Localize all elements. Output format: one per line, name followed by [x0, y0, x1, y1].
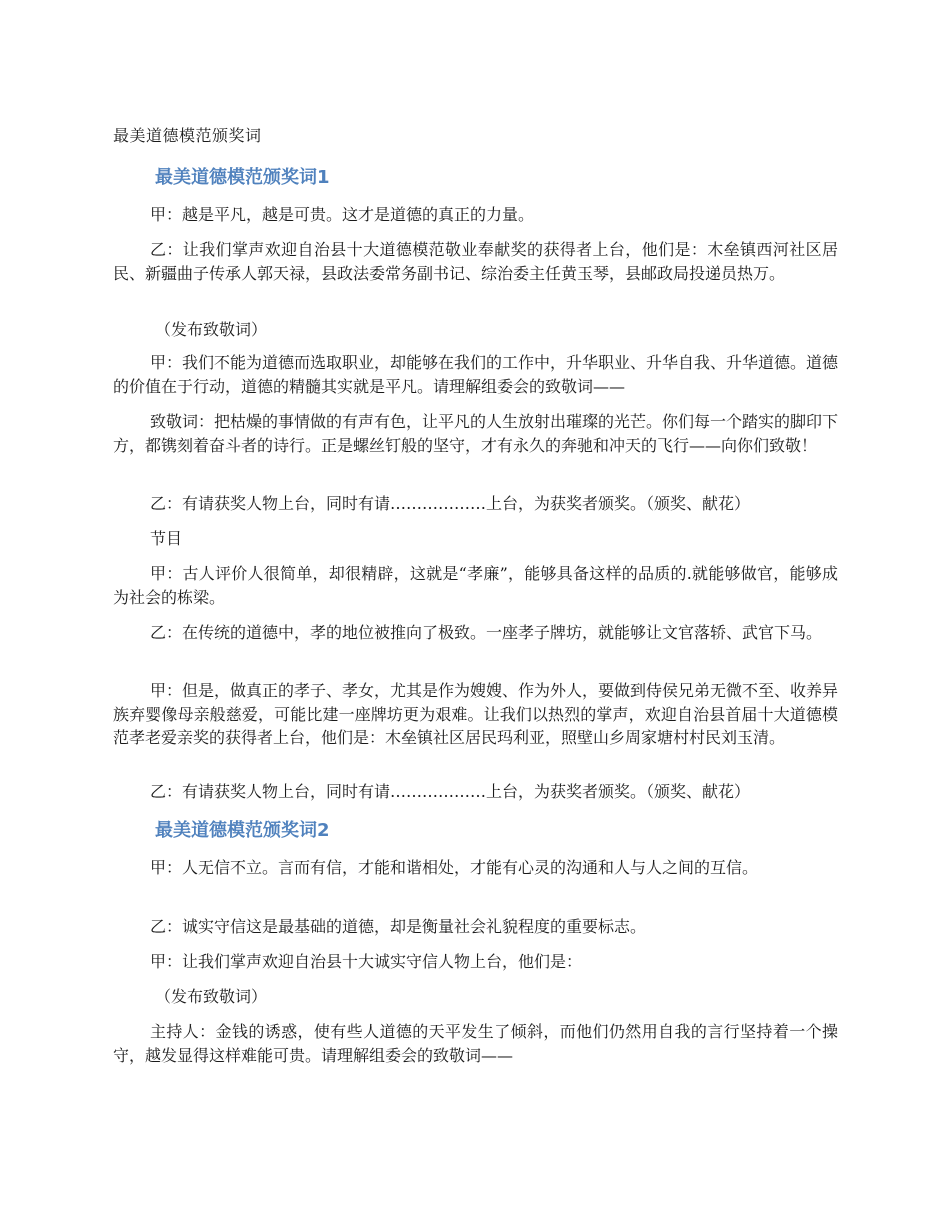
paragraph: 主持人：金钱的诱惑，使有些人道德的天平发生了倾斜，而他们仍然用自我的言行坚持着一个操守，越发显得这样难能可贵。请理解组委会的致敬词—— [113, 1022, 838, 1065]
paragraph: 甲：但是，做真正的孝子、孝女，尤其是作为嫂嫂、作为外人，要做到侍侯兄弟无微不至、收养异族弃婴像母亲般慈爱，可能比建一座牌坊更为艰难。让我们以热烈的掌声，欢迎自治县首届十大道德模范孝老爱亲奖的获得者上台，他们是：木垒镇社区居民玛利亚，照壁山乡周家塘村村民刘玉清。 [113, 681, 839, 747]
paragraph: 甲：人无信不立。言而有信，才能和谐相处，才能有心灵的沟通和人与人之间的互信。 [150, 858, 759, 877]
paragraph: 乙：在传统的道德中，孝的地位被推向了极致。一座孝子牌坊，就能够让文官落轿、武官下马。 [150, 623, 823, 642]
paragraph: 乙：有请获奖人物上台，同时有请………………上台，为获奖者颁奖。（颁奖、献花） [150, 494, 751, 513]
section-heading-2: 最美道德模范颁奖词2 [155, 820, 330, 841]
section-heading-1: 最美道德模范颁奖词1 [155, 167, 330, 188]
paragraph: 甲：古人评价人很简单，却很精辟，这就是“孝廉”，能够具备这样的品质的.就能够做官，能够成为社会的栋梁。 [113, 564, 838, 607]
paragraph-note: （发布致敬词） [155, 987, 268, 1006]
paragraph: 乙：有请获奖人物上台，同时有请………………上台，为获奖者颁奖。（颁奖、献花） [150, 782, 751, 801]
paragraph: 甲：让我们掌声欢迎自治县十大诚实守信人物上台，他们是： [150, 952, 583, 971]
paragraph: 乙：让我们掌声欢迎自治县十大道德模范敬业奉献奖的获得者上台，他们是：木垒镇西河社区居民、新疆曲子传承人郭天禄，县政法委常务副书记、综治委主任黄玉琴，县邮政局投递员热万。 [113, 240, 838, 283]
paragraph: 甲：越是平凡，越是可贵。这才是道德的真正的力量。 [150, 205, 535, 224]
document-title: 最美道德模范颁奖词 [113, 126, 262, 145]
paragraph: 乙：诚实守信这是最基础的道德，却是衡量社会礼貌程度的重要标志。 [150, 917, 647, 936]
paragraph: 致敬词：把枯燥的事情做的有声有色，让平凡的人生放射出璀璨的光芒。你们每一个踏实的脚印下方，都镌刻着奋斗者的诗行。正是螺丝钉般的坚守，才有永久的奔驰和冲天的飞行——向你们致敬！ [113, 412, 839, 455]
paragraph: 节目 [150, 529, 183, 548]
paragraph-note: （发布致敬词） [155, 320, 268, 339]
paragraph: 甲：我们不能为道德而选取职业，却能够在我们的工作中，升华职业、升华自我、升华道德。道德的价值在于行动，道德的精髓其实就是平凡。请理解组委会的致敬词—— [113, 353, 839, 396]
